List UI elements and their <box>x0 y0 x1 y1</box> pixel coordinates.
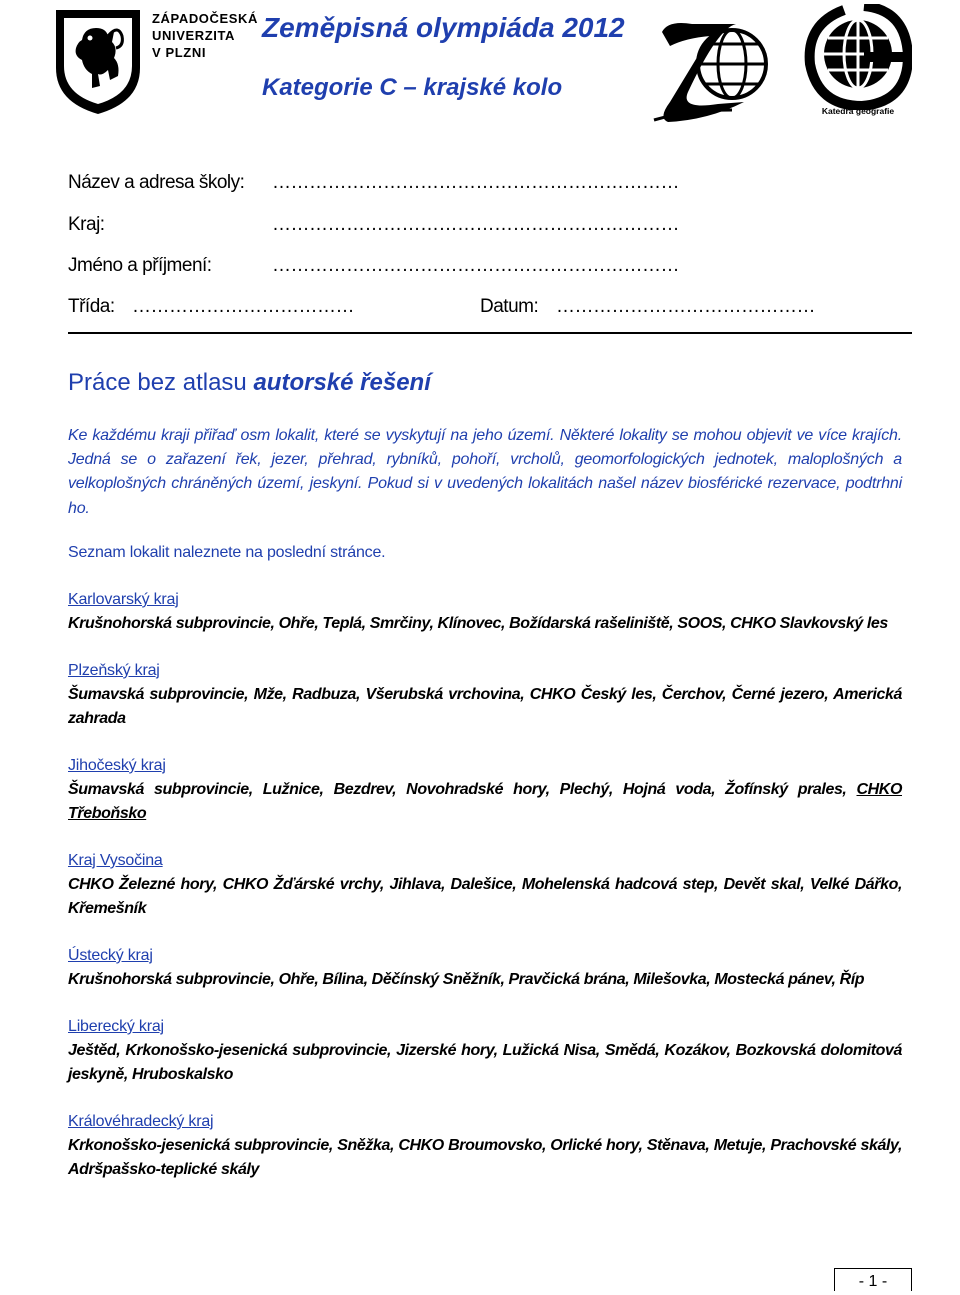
region-label: Kraj: <box>68 214 105 235</box>
divider-line <box>68 332 912 334</box>
date-label: Datum: <box>480 296 539 317</box>
region-places: Krušnohorská subprovincie, Ohře, Teplá, Smrčiny, Klínovec, Božídarská rašeliniště, SOOS, CHKO Slavkovský les <box>68 615 888 632</box>
region-field[interactable]: ………………………………………………………… <box>272 214 679 235</box>
list-note: Seznam lokalit naleznete na poslední stránce. <box>68 544 386 561</box>
region-name: Jihočeský kraj <box>68 757 166 774</box>
region-item <box>68 1015 902 1087</box>
university-crest-logo <box>52 6 144 116</box>
class-label: Třída: <box>68 296 115 317</box>
region-name: Karlovarský kraj <box>68 591 179 608</box>
instructions-paragraph: Ke každému kraji přiřaď osm lokalit, které se vyskytují na jeho území. Některé lokality se mohou objevit ve více krajích. Jedná se o zařazení řek, jezer, přehrad, rybníků, pohoří, vrcholů, geomorfologických jednotek, maloplošných a velkoplošných chráněných území, jeskyní. Pokud si v uvedených lokalitách našel název biosférické rezervace, podtrhni ho. <box>68 427 902 517</box>
name-label: Jméno a příjmení: <box>68 255 212 276</box>
page-subtitle: Kategorie C – krajské kolo <box>262 74 563 101</box>
page-number: - 1 - <box>834 1268 912 1291</box>
university-name-line: UNIVERZITA <box>152 28 236 43</box>
section-title-accent: autorské řešení <box>253 369 431 396</box>
biosphere-reserve-underlined: CHKO Třeboňsko <box>68 781 902 822</box>
page-title: Zeměpisná olympiáda 2012 <box>262 12 625 43</box>
region-places: CHKO Železné hory, CHKO Žďárské vrchy, Jihlava, Dalešice, Mohelenská hadcová step, Devět skal, Velké Dářko, Křemešník <box>68 876 902 917</box>
region-places: Krkonošsko-jesenická subprovincie, Sněžka, CHKO Broumovsko, Orlické hory, Stěnava, Metuje, Prachovské skály, Adršpašsko-teplické skály <box>68 1137 902 1178</box>
name-field[interactable]: ………………………………………………………… <box>272 255 679 276</box>
region-item <box>68 659 902 731</box>
region-item <box>68 1110 902 1182</box>
region-places-text: Šumavská subprovincie, Lužnice, Bezdrev, Novohradské hory, Plechý, Hojná voda, Žofínský prales, <box>68 781 857 798</box>
region-item <box>68 754 902 826</box>
section-title-plain: Práce bez atlasu <box>68 369 247 396</box>
department-caption: Katedra geografie <box>821 106 895 116</box>
class-field[interactable]: ……………………………… <box>132 296 354 317</box>
university-name-line: ZÁPADOČESKÁ <box>152 11 259 26</box>
region-name: Kraj Vysočina <box>68 852 163 869</box>
department-globe-logo <box>804 4 912 110</box>
region-item <box>68 944 902 992</box>
region-name: Královéhradecký kraj <box>68 1113 214 1130</box>
region-name: Liberecký kraj <box>68 1018 164 1035</box>
region-name: Ústecký kraj <box>68 947 153 964</box>
university-name-line: V PLZNI <box>152 45 207 60</box>
region-item <box>68 849 902 921</box>
olympiad-logo <box>648 2 774 134</box>
region-places <box>68 778 902 826</box>
university-name <box>152 10 262 61</box>
school-label: Název a adresa školy: <box>68 172 245 193</box>
region-places: Ještěd, Krkonošsko-jesenická subprovincie, Jizerské hory, Lužická Nisa, Smědá, Kozákov, Bozkovská dolomitová jeskyně, Hruboskalsko <box>68 1042 902 1083</box>
region-name: Plzeňský kraj <box>68 662 160 679</box>
section-title <box>68 367 431 399</box>
regions-list <box>68 588 902 1205</box>
school-field[interactable]: ………………………………………………………… <box>272 172 679 193</box>
region-places: Krušnohorská subprovincie, Ohře, Bílina, Děčínský Sněžník, Pravčická brána, Milešovka, Mostecká pánev, Říp <box>68 971 865 988</box>
region-places: Šumavská subprovincie, Mže, Radbuza, Všerubská vrchovina, CHKO Český les, Čerchov, Černé jezero, Americká zahrada <box>68 686 902 727</box>
date-field[interactable]: …………………………………… <box>556 296 815 317</box>
region-item <box>68 588 902 636</box>
